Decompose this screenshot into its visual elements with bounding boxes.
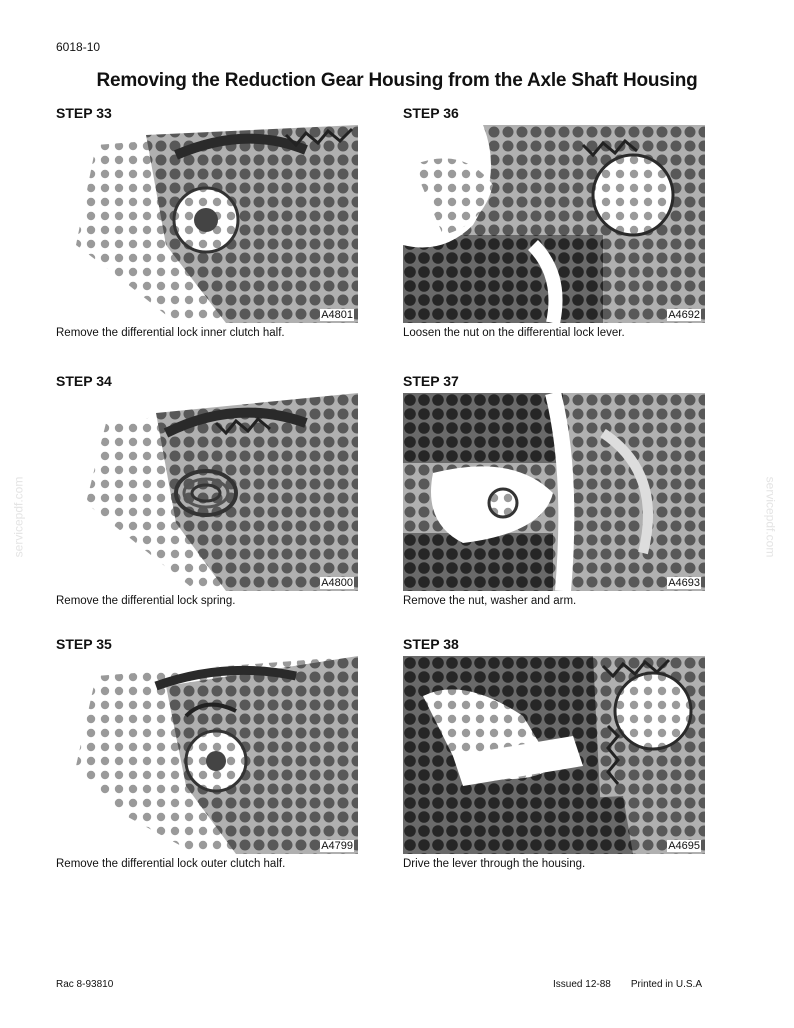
step-photo bbox=[56, 125, 358, 323]
step-caption: Remove the differential lock outer clutch half. bbox=[56, 858, 286, 870]
step-caption: Remove the differential lock inner clutch half. bbox=[56, 327, 285, 339]
photo-lever-nut bbox=[403, 125, 705, 323]
step-photo bbox=[403, 656, 705, 854]
footer-part-number: Rac 8-93810 bbox=[56, 979, 114, 990]
page-code: 6018-10 bbox=[56, 40, 101, 54]
step-photo bbox=[56, 393, 358, 591]
figure-id: A4799 bbox=[321, 840, 353, 852]
footer-issued: Issued 12-88 bbox=[553, 979, 611, 990]
step-34 bbox=[56, 373, 358, 607]
step-label: STEP 34 bbox=[56, 373, 112, 389]
step-photo bbox=[403, 393, 705, 591]
step-label: STEP 37 bbox=[403, 373, 459, 389]
footer-printed: Printed in U.S.A bbox=[630, 979, 702, 990]
step-label: STEP 38 bbox=[403, 636, 459, 652]
page-title: Removing the Reduction Gear Housing from the Axle Shaft Housing bbox=[96, 70, 698, 91]
step-38 bbox=[403, 636, 705, 870]
photo-inner-clutch-removal bbox=[56, 125, 358, 323]
step-label: STEP 35 bbox=[56, 636, 112, 652]
step-photo bbox=[56, 656, 358, 854]
step-photo bbox=[403, 125, 705, 323]
watermark-right: servicepdf.com bbox=[763, 476, 778, 558]
step-label: STEP 33 bbox=[56, 105, 112, 121]
photo-outer-clutch-removal bbox=[56, 656, 358, 854]
figure-id: A4692 bbox=[668, 309, 700, 321]
figure-id: A4800 bbox=[321, 577, 353, 589]
step-caption: Remove the nut, washer and arm. bbox=[403, 595, 577, 607]
step-33 bbox=[56, 105, 358, 339]
step-caption: Remove the differential lock spring. bbox=[56, 595, 236, 607]
photo-lock-spring bbox=[56, 393, 358, 591]
figure-id: A4801 bbox=[321, 309, 353, 321]
figure-id: A4693 bbox=[668, 577, 700, 589]
step-label: STEP 36 bbox=[403, 105, 459, 121]
watermark-left: servicepdf.com bbox=[11, 476, 26, 558]
step-caption: Drive the lever through the housing. bbox=[403, 858, 586, 870]
figure-id: A4695 bbox=[668, 840, 700, 852]
footer-issue-info bbox=[553, 979, 702, 990]
photo-drive-lever bbox=[403, 656, 705, 854]
step-caption: Loosen the nut on the differential lock lever. bbox=[403, 327, 625, 339]
photo-nut-washer-arm bbox=[403, 393, 705, 591]
step-36 bbox=[403, 105, 705, 339]
step-37 bbox=[403, 373, 705, 607]
step-35 bbox=[56, 636, 358, 870]
